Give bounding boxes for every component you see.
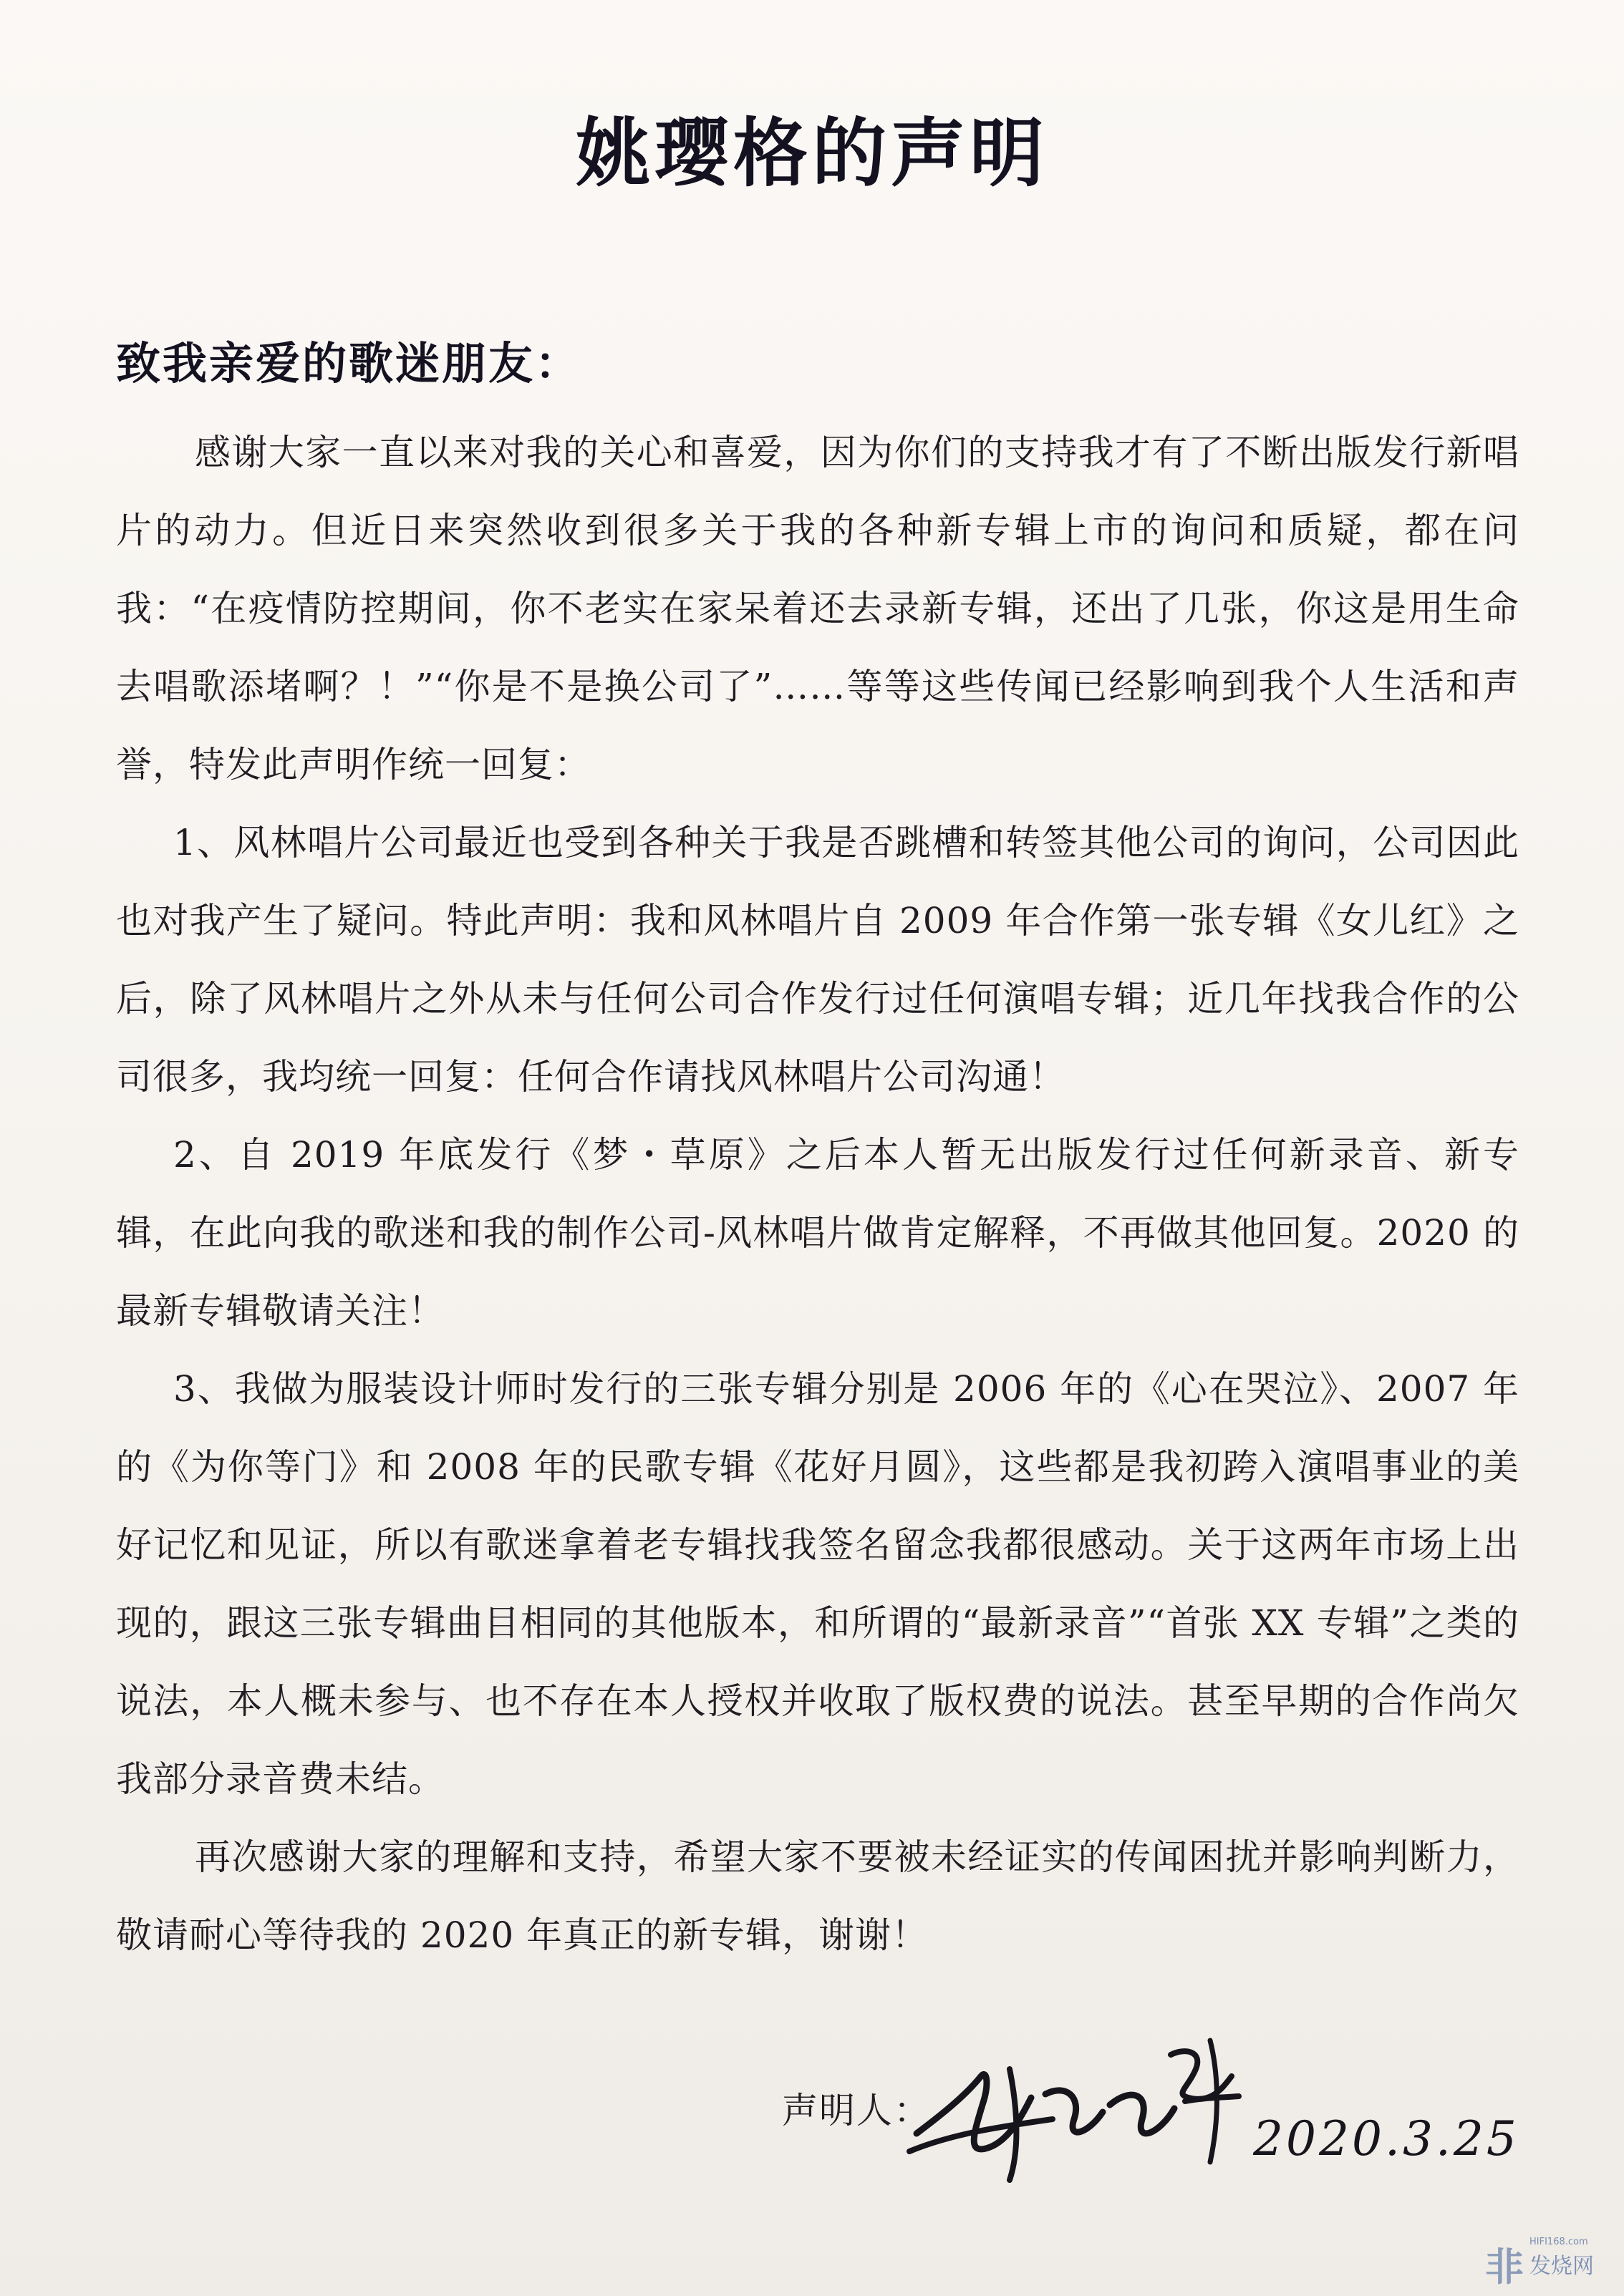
paragraph-item-3: 3、我做为服装设计师时发行的三张专辑分别是 2006 年的《心在哭泣》、2007 年的《为你等门》和 2008 年的民歌专辑《花好月圆》，这些都是我初跨入演唱事业的美好记忆和见证，所以有歌迷拿着老专辑找我签名留念我都很感动。关于这两年市场上出现的，跟这三张专辑曲目相同的其他版本，和所谓的“最新录音”“首张 XX 专辑”之类的说法，本人概未参与、也不存在本人授权并收取了版权费的说法。甚至早期的合作尚欠我部分录音费未结。 bbox=[116, 1368, 1519, 1800]
letter-body bbox=[116, 414, 1519, 1975]
paragraph-intro: 感谢大家一直以来对我的关心和喜爱，因为你们的支持我才有了不断出版发行新唱片的动力。但近日来突然收到很多关于我的各种新专辑上市的询问和质疑，都在问我：“在疫情防控期间，你不老实在家呆着还去录新专辑，还出了几张，你这是用生命去唱歌添堵啊？！”“你是不是换公司了”……等等这些传闻已经影响到我个人生活和声誉，特发此声明作统一回复： bbox=[116, 432, 1519, 785]
paragraph-closing: 再次感谢大家的理解和支持，希望大家不要被未经证实的传闻困扰并影响判断力，敬请耐心等待我的 2020 年真正的新专辑，谢谢！ bbox=[116, 1836, 1519, 1956]
watermark-name: 发烧网 bbox=[1529, 2254, 1594, 2279]
site-watermark bbox=[1485, 2232, 1614, 2290]
salutation: 致我亲爱的歌迷朋友： bbox=[116, 337, 582, 389]
paragraph-item-1: 1、风林唱片公司最近也受到各种关于我是否跳槽和转签其他公司的询问，公司因此也对我产生了疑问。特此声明：我和风林唱片自 2009 年合作第一张专辑《女儿红》之后，除了风林唱片之外从未与任何公司合作发行过任何演唱专辑；近几年找我合作的公司很多，我均统一回复：任何合作请找风林唱片公司沟通！ bbox=[116, 822, 1519, 1098]
watermark-logo-icon: 非 bbox=[1485, 2244, 1524, 2290]
watermark-site: HIFI168.com bbox=[1529, 2237, 1588, 2247]
signature-date: 2020.3.25 bbox=[1253, 2111, 1519, 2166]
signatory-label: 声明人： bbox=[782, 2090, 931, 2131]
paragraph-item-2: 2、自 2019 年底发行《梦・草原》之后本人暂无出版发行过任何新录音、新专辑，在此向我的歌迷和我的制作公司-风林唱片做肯定解释，不再做其他回复。2020 的最新专辑敬请关注！ bbox=[116, 1134, 1519, 1332]
handwritten-signature bbox=[902, 2026, 1561, 2198]
signature-block bbox=[782, 2069, 1570, 2176]
page-title: 姚璎格的声明 bbox=[575, 110, 1048, 197]
